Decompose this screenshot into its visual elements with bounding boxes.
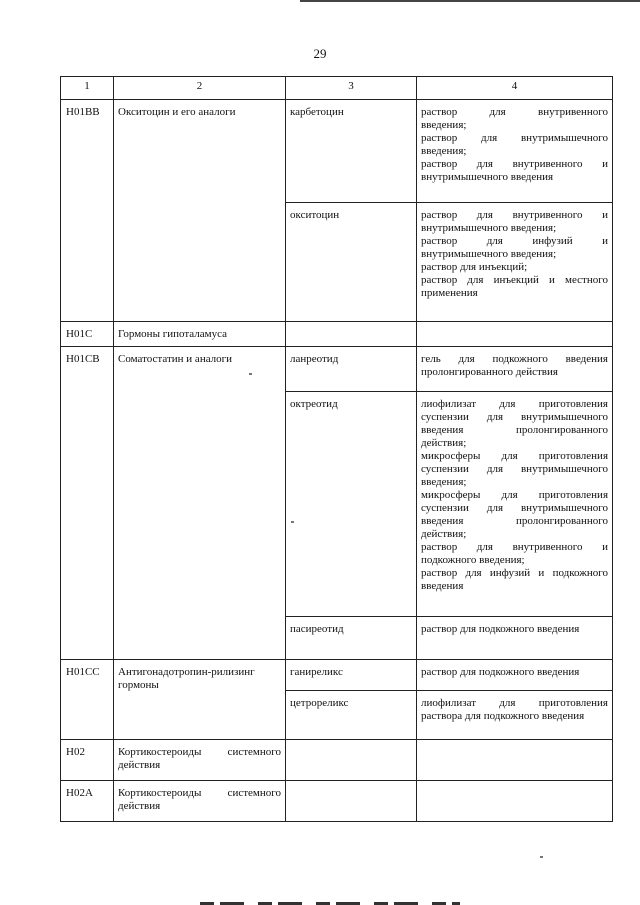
form-line: раствор для внутримышечного (421, 132, 608, 144)
form-line: внутримышечного введения; (421, 222, 557, 234)
form-line: гель для подкожного введения (421, 353, 608, 365)
header-col-4: 4 (417, 77, 613, 100)
group-name (114, 740, 286, 781)
form-line: раствор для внутривенного и (421, 209, 608, 221)
scan-speck (540, 856, 543, 858)
atc-code: H01CC (61, 660, 114, 740)
header-col-2: 2 (114, 77, 286, 100)
table-row (61, 781, 613, 822)
drug-name: пасиреотид (286, 617, 417, 660)
atc-code: H01BB (61, 100, 114, 322)
form-line: раствор для подкожного введения (421, 666, 580, 678)
form-line: пролонгированного действия (421, 366, 558, 378)
form-line: микросферы для приготовления (421, 450, 608, 462)
form-line: суспензии для внутримышечного (421, 411, 608, 423)
drug-name: карбетоцин (286, 100, 417, 203)
form-line: введения; (421, 145, 467, 157)
table-row (61, 660, 613, 691)
dosage-forms (417, 322, 613, 347)
drug-name (286, 740, 417, 781)
form-line: введения (421, 580, 464, 592)
drug-name: ланреотид (286, 347, 417, 392)
form-line: раствор для инфузий и подкожного (421, 567, 608, 579)
form-line: суспензии для внутримышечного (421, 463, 608, 475)
scan-edge-line (300, 0, 640, 2)
form-line: микросферы для приготовления (421, 489, 608, 501)
form-line: раствор для подкожного введения (421, 623, 580, 635)
page-number: 29 (313, 46, 327, 61)
table-row (61, 322, 613, 347)
dosage-forms (417, 203, 613, 322)
table-row (61, 100, 613, 203)
form-line: суспензии для внутримышечного (421, 502, 608, 514)
dosage-forms (417, 691, 613, 740)
group-name: Соматостатин и аналоги (114, 347, 286, 660)
header-col-1: 1 (61, 77, 114, 100)
form-line: введения; (421, 476, 467, 488)
form-line: действия; (421, 528, 467, 540)
dosage-forms (417, 347, 613, 392)
group-name-text: Кортикостероиды системного действия (118, 787, 281, 812)
atc-code: H01CB (61, 347, 114, 660)
dosage-forms (417, 617, 613, 660)
scan-speck (249, 373, 252, 375)
group-name (114, 781, 286, 822)
drug-name: окситоцин (286, 203, 417, 322)
drug-name: цетрореликс (286, 691, 417, 740)
drug-name: ганиреликс (286, 660, 417, 691)
atc-code: H01C (61, 322, 114, 347)
form-line: введения пролонгированного (421, 424, 608, 436)
form-line: раствор для внутривенного (421, 106, 608, 118)
form-line: раствор для внутривенного и (421, 158, 608, 170)
form-line: внутримышечного введения (421, 171, 554, 183)
form-line: раствор для инфузий и (421, 235, 608, 247)
form-line: применения (421, 287, 478, 299)
drug-name (286, 781, 417, 822)
form-line: действия; (421, 437, 467, 449)
form-line: раствор для инъекций; (421, 261, 528, 273)
table-row (61, 347, 613, 392)
form-line: лиофилизат для приготовления (421, 398, 608, 410)
group-name: Окситоцин и его аналоги (114, 100, 286, 322)
form-line: раствор для инъекций и местного (421, 274, 608, 286)
header-col-3: 3 (286, 77, 417, 100)
drug-table (60, 76, 613, 822)
form-line: введения пролонгированного (421, 515, 608, 527)
dosage-forms (417, 740, 613, 781)
form-line: лиофилизат для приготовления (421, 697, 608, 709)
form-line: подкожного введения; (421, 554, 525, 566)
dosage-forms (417, 392, 613, 617)
header-row (61, 77, 613, 100)
form-line: раствора для подкожного введения (421, 710, 585, 722)
form-line: внутримышечного введения; (421, 248, 557, 260)
form-line: раствор для внутривенного и (421, 541, 608, 553)
form-line: введения; (421, 119, 467, 131)
group-name: Антигонадотропин-рилизинг гормоны (114, 660, 286, 740)
drug-name (286, 322, 417, 347)
dosage-forms (417, 660, 613, 691)
atc-code: H02 (61, 740, 114, 781)
table-row (61, 740, 613, 781)
scan-speck (291, 521, 294, 523)
atc-code: H02A (61, 781, 114, 822)
group-name: Гормоны гипоталамуса (114, 322, 286, 347)
dosage-forms (417, 781, 613, 822)
drug-name: октреотид (286, 392, 417, 617)
dosage-forms (417, 100, 613, 203)
group-name-text: Кортикостероиды системного действия (118, 746, 281, 771)
